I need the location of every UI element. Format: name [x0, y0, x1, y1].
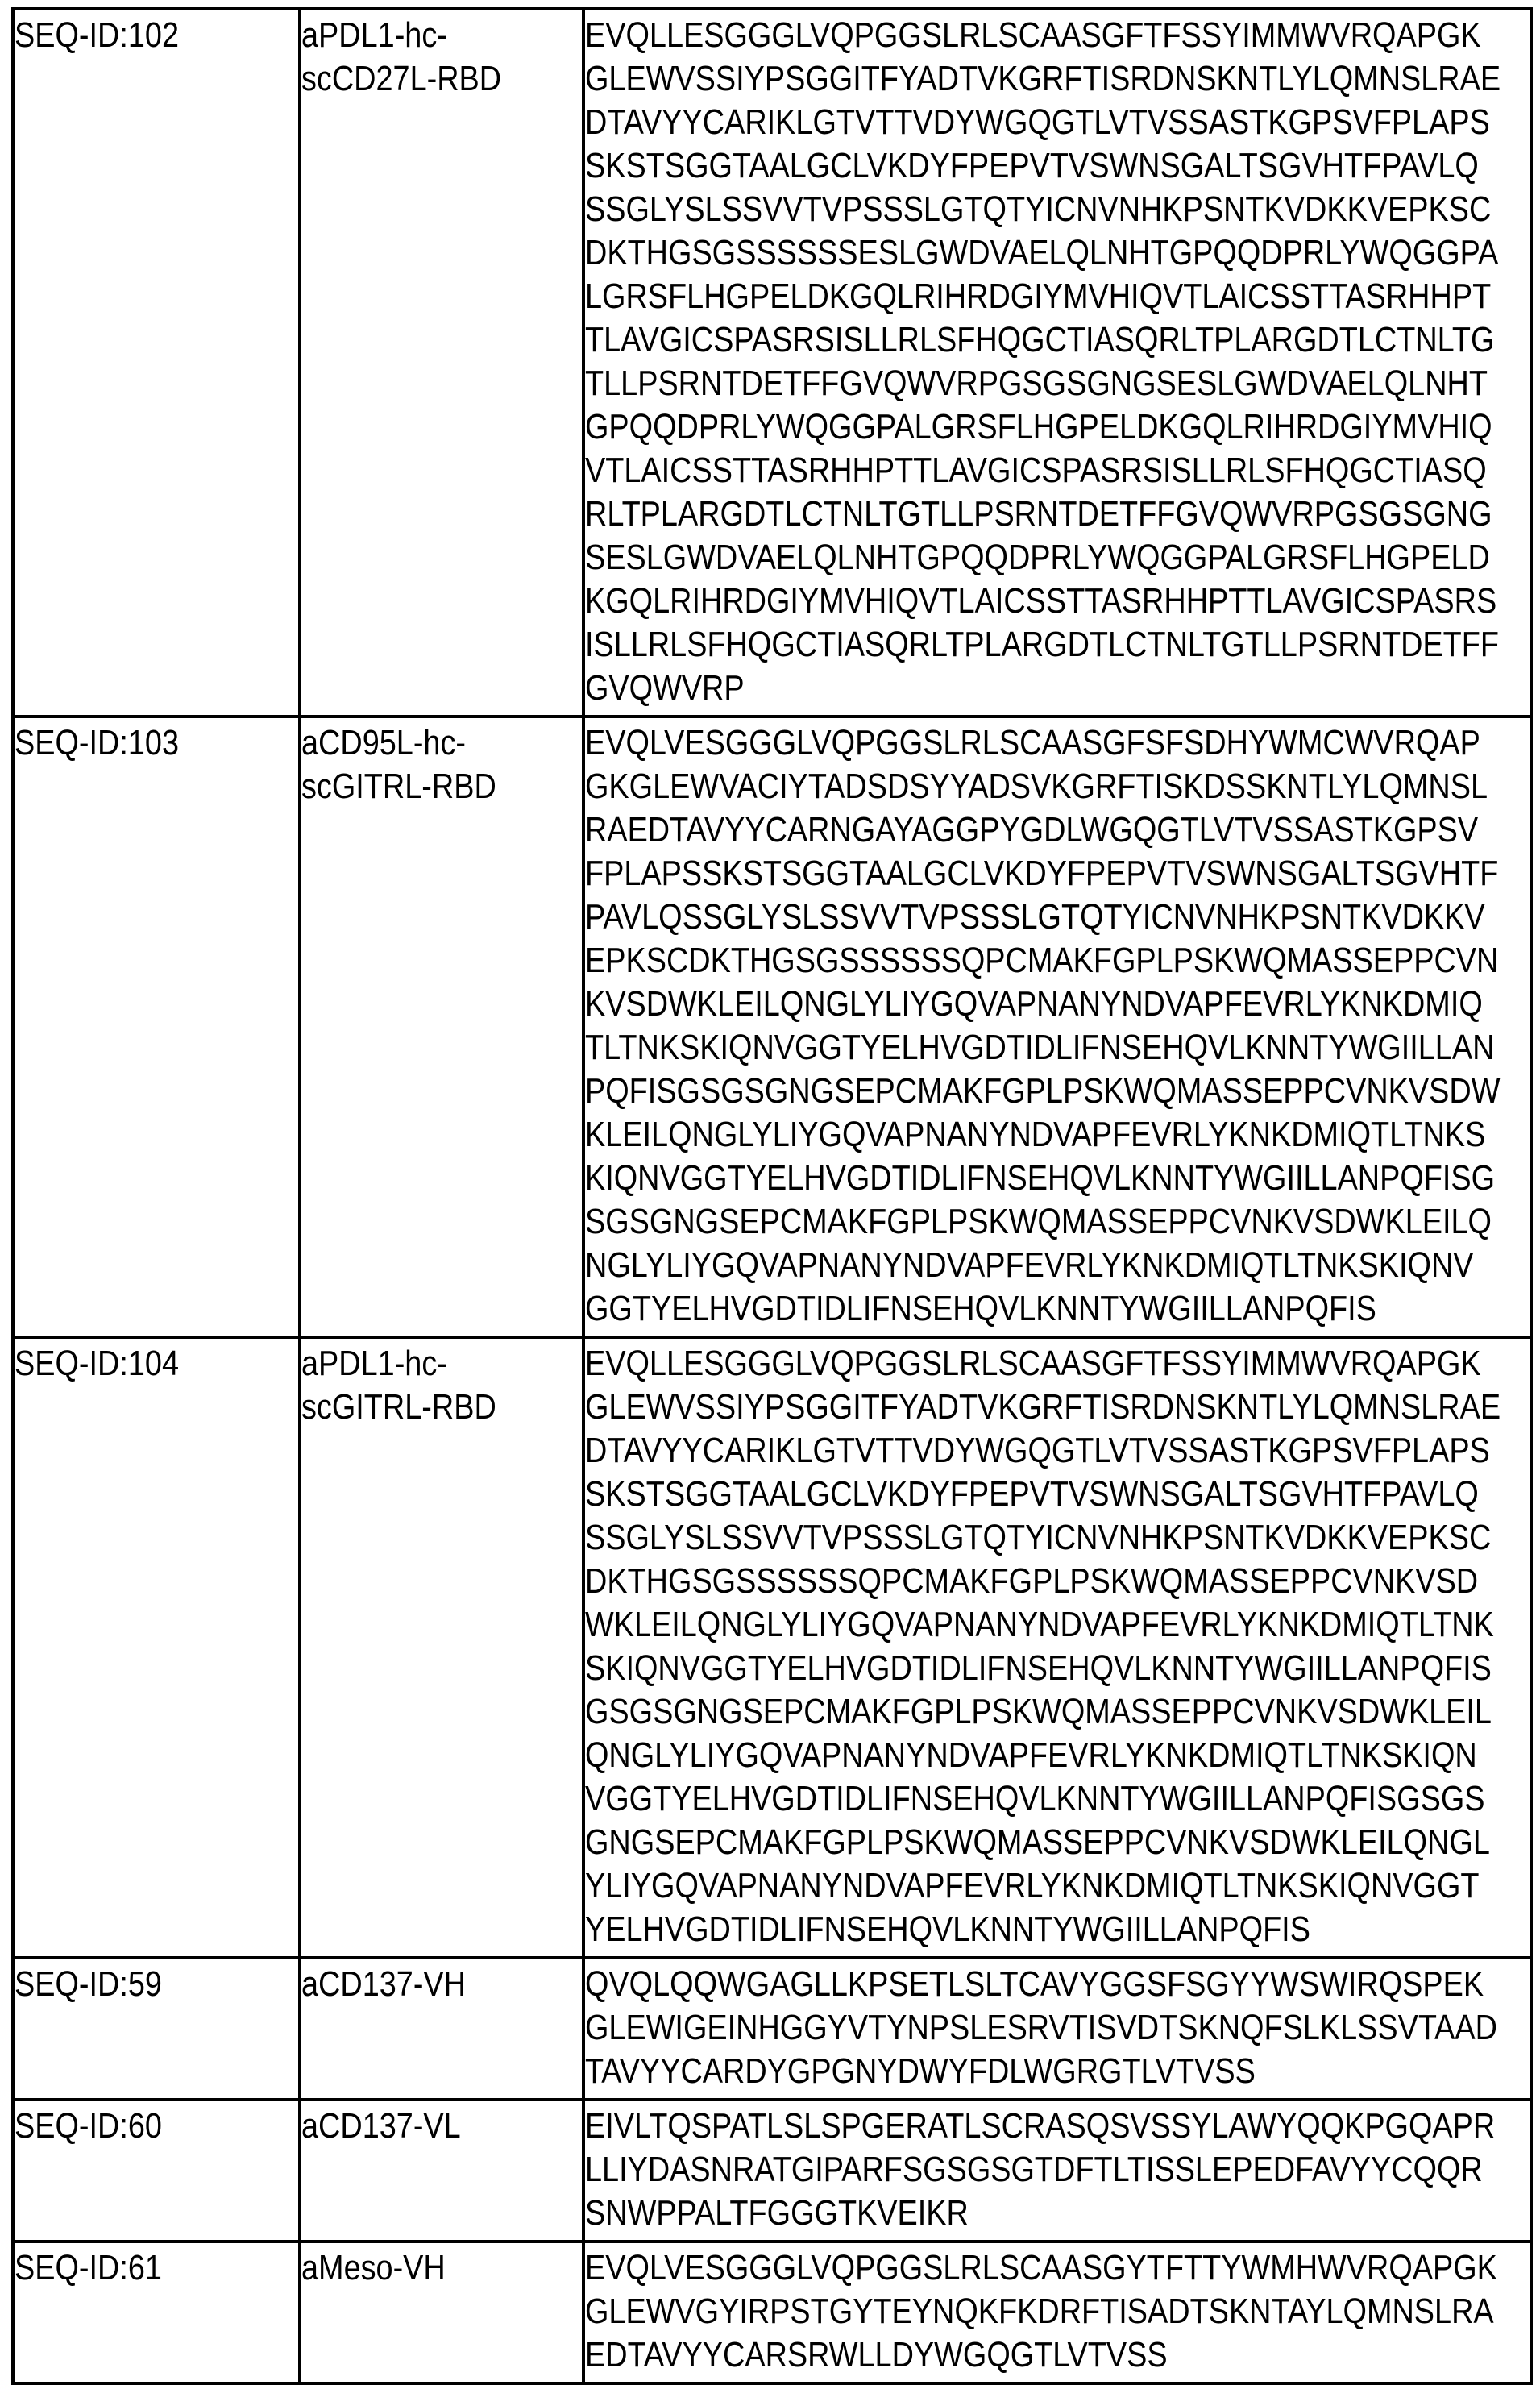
seq-id-line: [15, 1963, 298, 2006]
construct-name-text: aCD95L-hc-: [301, 721, 466, 765]
sequence-text: SSGLYSLSSVVTVPSSSLGTQTYICNVNHKPSNTKVDKKVEPKSC: [585, 188, 1491, 231]
sequence-text: EDTAVYYCARSRWLLDYWGQGTLVTVSS: [585, 2333, 1168, 2377]
sequence-text: SNWPPALTFGGGTKVEIKR: [585, 2192, 969, 2235]
sequence-table-body: [13, 9, 1531, 2383]
sequence-text: EVQLVESGGGLVQPGGSLRLSCAASGFSFSDHYWMCWVRQAP: [585, 721, 1480, 765]
sequence-line: [585, 188, 1530, 231]
sequence-text: QNGLYLIYGQVAPNANYNDVAPFEVRLYKNKDMIQTLTNKSKIQN: [585, 1734, 1477, 1777]
sequence-text: SSGLYSLSSVVTVPSSSLGTQTYICNVNHKPSNTKVDKKVEPKSC: [585, 1516, 1491, 1560]
sequence-line: [585, 1342, 1530, 1386]
sequence-text: RAEDTAVYYCARNGAYAGGPYGDLWGQGTLVTVSSASTKGPSV: [585, 808, 1478, 852]
sequence-line: [585, 14, 1530, 57]
sequence-text: GLEWVGYIRPSTGYTEYNQKFKDRFTISADTSKNTAYLQMNSLRA: [585, 2290, 1494, 2333]
sequence-text: GGTYELHVGDTIDLIFNSEHQVLKNNTYWGIILLANPQFIS: [585, 1287, 1376, 1331]
table-row: [13, 1337, 1531, 1958]
sequence-line: [585, 57, 1530, 101]
sequence-line: [585, 275, 1530, 318]
sequence-text: FPLAPSSKSTSGGTAALGCLVKDYFPEPVTVSWNSGALTSGVHTF: [585, 852, 1498, 895]
construct-name-text: aCD137-VL: [301, 2105, 461, 2148]
sequence-line: [585, 1963, 1530, 2006]
sequence-line: [585, 405, 1530, 449]
sequence-line: [585, 1429, 1530, 1473]
sequence-cell: [583, 1337, 1531, 1958]
seq-id-line: [15, 1342, 298, 1386]
sequence-line: [585, 623, 1530, 667]
sequence-line: [585, 1864, 1530, 1908]
sequence-line: [585, 1070, 1530, 1113]
sequence-text: GLEWIGEINHGGYVTYNPSLESRVTISVDTSKNQFSLKLSSVTAAD: [585, 2006, 1497, 2050]
sequence-line: [585, 362, 1530, 405]
seq-id-cell: [13, 1958, 300, 2100]
seq-id-text: SEQ-ID:61: [15, 2246, 162, 2290]
sequence-line: [585, 536, 1530, 580]
construct-name-line: [301, 721, 582, 765]
sequence-text: NGLYLIYGQVAPNANYNDVAPFEVRLYKNKDMIQTLTNKSKIQNV: [585, 1244, 1474, 1287]
sequence-text: GNGSEPCMAKFGPLPSKWQMASSEPPCVNKVSDWKLEILQNGL: [585, 1821, 1490, 1864]
construct-name-cell: [300, 717, 583, 1337]
sequence-cell: [583, 2242, 1531, 2383]
sequence-text: LLIYDASNRATGIPARFSGSGSGTDFTLTISSLEPEDFAVYYCQQR: [585, 2148, 1483, 2192]
seq-id-text: SEQ-ID:102: [15, 14, 179, 57]
sequence-line: [585, 721, 1530, 765]
seq-id-line: [15, 14, 298, 57]
construct-name-text: aCD137-VH: [301, 1963, 466, 2006]
construct-name-line: [301, 57, 582, 101]
construct-name-text: aMeso-VH: [301, 2246, 446, 2290]
sequence-text: RLTPLARGDTLCTNLTGTLLPSRNTDETFFGVQWVRPGSGSGNG: [585, 492, 1492, 536]
seq-id-text: SEQ-ID:59: [15, 1963, 162, 2006]
sequence-line: [585, 1734, 1530, 1777]
sequence-line: [585, 2192, 1530, 2235]
sequence-line: [585, 144, 1530, 188]
seq-id-text: SEQ-ID:60: [15, 2105, 162, 2148]
construct-name-cell: [300, 1337, 583, 1958]
sequence-line: [585, 939, 1530, 983]
construct-name-cell: [300, 1958, 583, 2100]
sequence-line: [585, 1647, 1530, 1690]
construct-name-text: scCD27L-RBD: [301, 57, 501, 101]
sequence-text: KIQNVGGTYELHVGDTIDLIFNSEHQVLKNNTYWGIILLANPQFISG: [585, 1157, 1495, 1200]
sequence-text: TAVYYCARDYGPGNYDWYFDLWGRGTLVTVSS: [585, 2050, 1256, 2093]
sequence-line: [585, 983, 1530, 1026]
sequence-text: DKTHGSGSSSSSSQPCMAKFGPLPSKWQMASSEPPCVNKVSD: [585, 1560, 1478, 1603]
construct-name-text: scGITRL-RBD: [301, 765, 496, 808]
table-row: [13, 1958, 1531, 2100]
sequence-line: [585, 2333, 1530, 2377]
sequence-cell: [583, 1958, 1531, 2100]
construct-name-line: [301, 1386, 582, 1429]
sequence-line: [585, 449, 1530, 492]
seq-id-cell: [13, 2242, 300, 2383]
seq-id-cell: [13, 2100, 300, 2242]
table-row: [13, 9, 1531, 717]
seq-id-line: [15, 2105, 298, 2148]
sequence-text: GKGLEWVACIYTADSDSYYADSVKGRFTISKDSSKNTLYLQMNSL: [585, 765, 1488, 808]
sequence-line: [585, 1113, 1530, 1157]
sequence-table: [11, 7, 1533, 2385]
sequence-text: DKTHGSGSSSSSSESLGWDVAELQLNHTGPQQDPRLYWQGGPA: [585, 231, 1498, 275]
construct-name-line: [301, 1342, 582, 1386]
sequence-text: GLEWVSSIYPSGGITFYADTVKGRFTISRDNSKNTLYLQMNSLRAE: [585, 57, 1501, 101]
sequence-text: DTAVYYCARIKLGTVTTVDYWGQGTLVTVSSASTKGPSVFPLAPS: [585, 101, 1490, 144]
seq-id-line: [15, 721, 298, 765]
sequence-line: [585, 1603, 1530, 1647]
sequence-text: GPQQDPRLYWQGGPALGRSFLHGPELDKGQLRIHRDGIYMVHIQ: [585, 405, 1492, 449]
construct-name-line: [301, 14, 582, 57]
sequence-line: [585, 1777, 1530, 1821]
sequence-text: KLEILQNGLYLIYGQVAPNANYNDVAPFEVRLYKNKDMIQTLTNKS: [585, 1113, 1485, 1157]
sequence-line: [585, 1244, 1530, 1287]
sequence-text: QVQLQQWGAGLLKPSETLSLTCAVYGGSFSGYYWSWIRQSPEK: [585, 1963, 1484, 2006]
sequence-line: [585, 1473, 1530, 1516]
sequence-text: EVQLLESGGGLVQPGGSLRLSCAASGFTFSSYIMMWVRQAPGK: [585, 1342, 1481, 1386]
sequence-text: TLLPSRNTDETFFGVQWVRPGSGSGNGSESLGWDVAELQLNHT: [585, 362, 1488, 405]
sequence-line: [585, 1200, 1530, 1244]
seq-id-line: [15, 2246, 298, 2290]
sequence-text: SKSTSGGTAALGCLVKDYFPEPVTVSWNSGALTSGVHTFPAVLQ: [585, 1473, 1479, 1516]
sequence-line: [585, 101, 1530, 144]
sequence-text: SESLGWDVAELQLNHTGPQQDPRLYWQGGPALGRSFLHGPELD: [585, 536, 1490, 580]
sequence-text: VGGTYELHVGDTIDLIFNSEHQVLKNNTYWGIILLANPQFISGSGS: [585, 1777, 1485, 1821]
construct-name-text: scGITRL-RBD: [301, 1386, 496, 1429]
sequence-line: [585, 1560, 1530, 1603]
sequence-line: [585, 2105, 1530, 2148]
sequence-line: [585, 2290, 1530, 2333]
seq-id-cell: [13, 1337, 300, 1958]
construct-name-text: aPDL1-hc-: [301, 14, 447, 57]
sequence-line: [585, 492, 1530, 536]
sequence-cell: [583, 717, 1531, 1337]
sequence-line: [585, 2050, 1530, 2093]
sequence-line: [585, 895, 1530, 939]
sequence-text: ISLLRLSFHQGCTIASQRLTPLARGDTLCTNLTGTLLPSRNTDETFF: [585, 623, 1499, 667]
table-row: [13, 717, 1531, 1337]
sequence-text: KVSDWKLEILQNGLYLIYGQVAPNANYNDVAPFEVRLYKNKDMIQ: [585, 983, 1483, 1026]
sequence-line: [585, 1287, 1530, 1331]
seq-id-cell: [13, 717, 300, 1337]
seq-id-cell: [13, 9, 300, 717]
sequence-text: PAVLQSSGLYSLSSVVTVPSSSLGTQTYICNVNHKPSNTKVDKKV: [585, 895, 1485, 939]
sequence-text: YLIYGQVAPNANYNDVAPFEVRLYKNKDMIQTLTNKSKIQNVGGT: [585, 1864, 1480, 1908]
sequence-text: SKSTSGGTAALGCLVKDYFPEPVTVSWNSGALTSGVHTFPAVLQ: [585, 144, 1479, 188]
sequence-line: [585, 2246, 1530, 2290]
sequence-text: EVQLVESGGGLVQPGGSLRLSCAASGYTFTTYWMHWVRQAPGK: [585, 2246, 1497, 2290]
construct-name-line: [301, 2246, 582, 2290]
seq-id-text: SEQ-ID:104: [15, 1342, 179, 1386]
sequence-line: [585, 1690, 1530, 1734]
sequence-text: EVQLLESGGGLVQPGGSLRLSCAASGFTFSSYIMMWVRQAPGK: [585, 14, 1481, 57]
sequence-text: EIVLTQSPATLSLSPGERATLSCRASQSVSSYLAWYQQKPGQAPR: [585, 2105, 1495, 2148]
sequence-text: TLTNKSKIQNVGGTYELHVGDTIDLIFNSEHQVLKNNTYWGIILLAN: [585, 1026, 1494, 1070]
seq-id-text: SEQ-ID:103: [15, 721, 179, 765]
sequence-line: [585, 667, 1530, 710]
sequence-text: WKLEILQNGLYLIYGQVAPNANYNDVAPFEVRLYKNKDMIQTLTNK: [585, 1603, 1494, 1647]
sequence-line: [585, 1908, 1530, 1951]
sequence-text: YELHVGDTIDLIFNSEHQVLKNNTYWGIILLANPQFIS: [585, 1908, 1310, 1951]
sequence-line: [585, 765, 1530, 808]
sequence-text: SKIQNVGGTYELHVGDTIDLIFNSEHQVLKNNTYWGIILLANPQFIS: [585, 1647, 1492, 1690]
sequence-text: SGSGNGSEPCMAKFGPLPSKWQMASSEPPCVNKVSDWKLEILQ: [585, 1200, 1492, 1244]
sequence-text: VTLAICSSTTASRHHPTTLAVGICSPASRSISLLRLSFHQGCTIASQ: [585, 449, 1487, 492]
sequence-line: [585, 1157, 1530, 1200]
sequence-line: [585, 231, 1530, 275]
construct-name-line: [301, 2105, 582, 2148]
table-row: [13, 2100, 1531, 2242]
sequence-line: [585, 2006, 1530, 2050]
construct-name-line: [301, 1963, 582, 2006]
sequence-line: [585, 580, 1530, 623]
construct-name-cell: [300, 2242, 583, 2383]
sequence-cell: [583, 2100, 1531, 2242]
sequence-line: [585, 852, 1530, 895]
construct-name-cell: [300, 2100, 583, 2242]
sequence-line: [585, 2148, 1530, 2192]
sequence-line: [585, 1821, 1530, 1864]
sequence-line: [585, 318, 1530, 362]
sequence-text: GVQWVRP: [585, 667, 745, 710]
sequence-text: GLEWVSSIYPSGGITFYADTVKGRFTISRDNSKNTLYLQMNSLRAE: [585, 1386, 1501, 1429]
sequence-line: [585, 1386, 1530, 1429]
construct-name-line: [301, 765, 582, 808]
construct-name-cell: [300, 9, 583, 717]
table-row: [13, 2242, 1531, 2383]
sequence-text: DTAVYYCARIKLGTVTTVDYWGQGTLVTVSSASTKGPSVFPLAPS: [585, 1429, 1490, 1473]
sequence-text: PQFISGSGSGNGSEPCMAKFGPLPSKWQMASSEPPCVNKVSDW: [585, 1070, 1500, 1113]
sequence-line: [585, 808, 1530, 852]
sequence-text: LGRSFLHGPELDKGQLRIHRDGIYMVHIQVTLAICSSTTASRHHPT: [585, 275, 1491, 318]
sequence-text: KGQLRIHRDGIYMVHIQVTLAICSSTTASRHHPTTLAVGICSPASRS: [585, 580, 1496, 623]
sequence-text: GSGSGNGSEPCMAKFGPLPSKWQMASSEPPCVNKVSDWKLEIL: [585, 1690, 1492, 1734]
construct-name-text: aPDL1-hc-: [301, 1342, 447, 1386]
sequence-text: TLAVGICSPASRSISLLRLSFHQGCTIASQRLTPLARGDTLCTNLTG: [585, 318, 1494, 362]
sequence-text: EPKSCDKTHGSGSSSSSSQPCMAKFGPLPSKWQMASSEPPCVN: [585, 939, 1498, 983]
sequence-line: [585, 1026, 1530, 1070]
sequence-line: [585, 1516, 1530, 1560]
sequence-cell: [583, 9, 1531, 717]
